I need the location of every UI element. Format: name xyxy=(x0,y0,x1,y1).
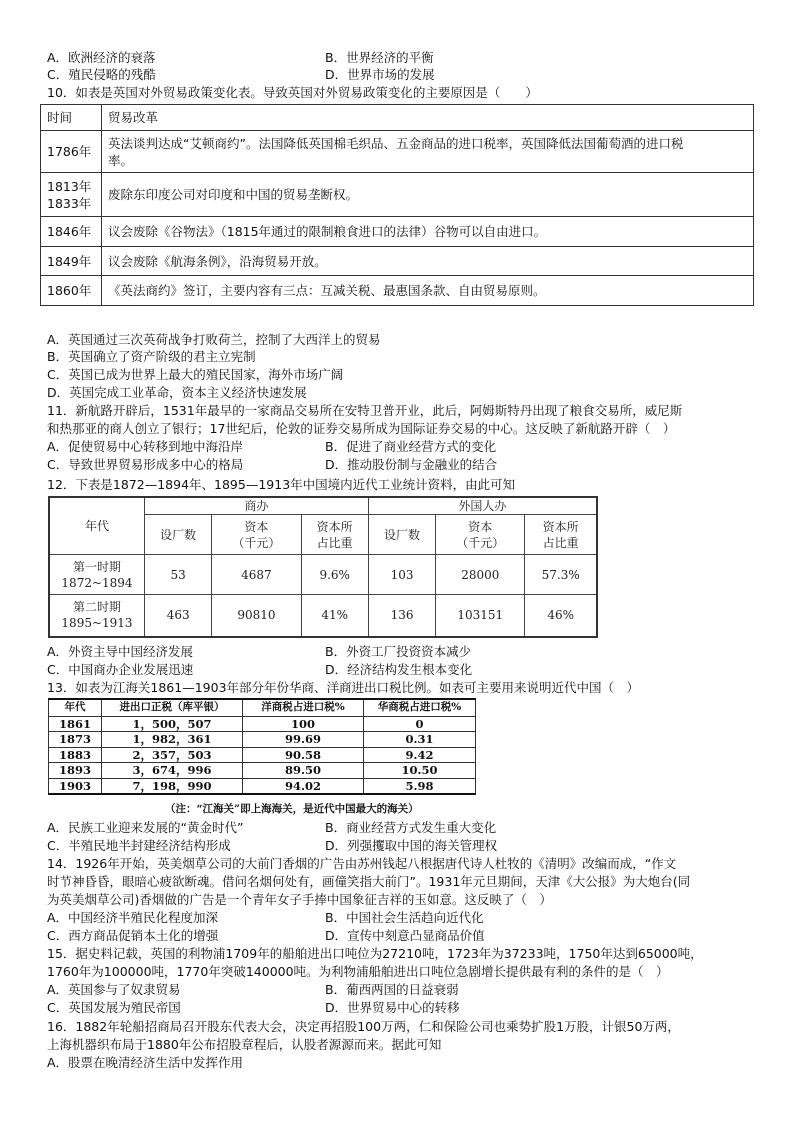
q10-option-c: C．英国已成为世界上最大的殖民国家，海外市场广阔 xyxy=(47,367,344,382)
q12-cell: 103151 xyxy=(436,595,525,637)
q10-table xyxy=(40,104,754,306)
q12-cell: 103 xyxy=(368,555,435,595)
q13-cell: 99.69 xyxy=(243,732,364,748)
q12-period: 第一时期 1872~1894 xyxy=(49,555,145,595)
q10-option-d: D．英国完成工业革命，资本主义经济快速发展 xyxy=(47,385,307,400)
q12-cell: 136 xyxy=(368,595,435,637)
q14-stem-line1: 14．1926年开始，英美烟草公司的大前门香烟的广告由苏州钱起八根据唐代诗人杜牧的《清明》改编而成，“作文 xyxy=(47,856,677,871)
q12-header-merchant: 商办 xyxy=(145,497,369,515)
q15-option-b: B．葡西两国的日益衰弱 xyxy=(325,982,459,997)
q12-header-era: 年代 xyxy=(49,497,145,555)
q11-option-c: C．导致世界贸易形成多中心的格局 xyxy=(47,457,244,472)
q15-stem-line2: 1760年为100000吨，1770年突破140000吨。为利物浦船舶进出口吨位急剧增长提供最有利的条件的是（ ） xyxy=(47,964,669,979)
q9-option-d: D．世界市场的发展 xyxy=(325,67,435,82)
q13-option-d: D．列强攫取中国的海关管理权 xyxy=(325,838,498,853)
q13-cell: 90.58 xyxy=(243,747,364,763)
q12-cell: 4687 xyxy=(212,555,301,595)
q12-cell: 9.6% xyxy=(301,555,368,595)
q12-cell: 53 xyxy=(145,555,212,595)
q11-stem-line2: 和热那亚的商人创立了银行；17世纪后，伦敦的证券交易所成为国际证券交易的中心。这反映了新航路开辟（ ） xyxy=(47,421,676,436)
q13-header: 进出口正税（库平银） xyxy=(102,699,243,716)
q16-stem-line1: 16．1882年轮船招商局召开股东代表大会，决定再招股100万两，仁和保险公司也乘势扩股1万股，计银50万两， xyxy=(47,1019,680,1034)
q15-option-c: C．英国发展为殖民帝国 xyxy=(47,1000,181,1015)
q10-option-a: A．英国通过三次英荷战争打败荷兰，控制了大西洋上的贸易 xyxy=(47,332,381,347)
q12-header-foreign: 外国人办 xyxy=(368,497,597,515)
q12-cell: 463 xyxy=(145,595,212,637)
q11-option-d: D．推动股份制与金融业的结合 xyxy=(325,457,498,472)
q13-header: 华商税占进口税% xyxy=(364,699,476,716)
q12-cell: 46% xyxy=(525,595,597,637)
q10-header-reform: 贸易改革 xyxy=(102,105,754,131)
q13-cell: 1903 xyxy=(49,778,102,794)
q12-option-c: C．中国商办企业发展迅速 xyxy=(47,662,194,677)
q11-option-b: B．促进了商业经营方式的变化 xyxy=(325,439,497,454)
q16-stem-line2: 上海机器织布局于1880年公布招股章程后，认股者源源而来。据此可知 xyxy=(47,1037,442,1052)
q10-reform-text: 议会废除《谷物法》（1815年通过的限制粮食进口的法律）谷物可以自由进口。 xyxy=(102,217,754,247)
q16-option-a: A．股票在晚清经济生活中发挥作用 xyxy=(47,1055,244,1070)
q15-option-a: A．英国参与了奴隶贸易 xyxy=(47,982,181,997)
q12-cell: 28000 xyxy=(436,555,525,595)
q13-cell: 7，198，990 xyxy=(102,778,243,794)
q13-cell: 94.02 xyxy=(243,778,364,794)
q10-year: 1786年 xyxy=(41,131,102,173)
q13-cell: 1，500，507 xyxy=(102,716,243,732)
q13-cell: 0.31 xyxy=(364,732,476,748)
q13-cell: 5.98 xyxy=(364,778,476,794)
q15-option-d: D．世界贸易中心的转移 xyxy=(325,1000,460,1015)
q13-option-a: A．民族工业迎来发展的“黄金时代” xyxy=(47,820,244,835)
q11-stem-line1: 11．新航路开辟后，1531年最早的一家商品交易所在安特卫普开业，此后，阿姆斯特丹出现了粮食交易所，威尼斯 xyxy=(47,403,683,418)
q13-table-note: （注：“江海关”即上海海关，是近代中国最大的海关） xyxy=(165,803,419,815)
q10-header-time: 时间 xyxy=(41,105,102,131)
q14-option-c: C．西方商品促销本土化的增强 xyxy=(47,928,219,943)
q13-cell: 1873 xyxy=(49,732,102,748)
q12-header-factories: 设厂数 xyxy=(145,515,212,555)
q13-cell: 9.42 xyxy=(364,747,476,763)
q13-cell: 2，357，503 xyxy=(102,747,243,763)
q13-cell: 100 xyxy=(243,716,364,732)
q13-header: 年代 xyxy=(49,699,102,716)
q12-cell: 90810 xyxy=(212,595,301,637)
q10-reform-text: 《英法商约》签订，主要内容有三点：互减关税、最惠国条款、自由贸易原则。 xyxy=(102,276,754,306)
q13-option-c: C．半殖民地半封建经济结构形成 xyxy=(47,838,231,853)
q9-option-b: B．世界经济的平衡 xyxy=(325,50,434,65)
q12-period: 第二时期 1895~1913 xyxy=(49,595,145,637)
q10-reform-text: 议会废除《航海条例》，沿海贸易开放。 xyxy=(102,247,754,276)
q13-cell: 0 xyxy=(364,716,476,732)
q14-option-d: D．宣传中刻意凸显商品价值 xyxy=(325,928,485,943)
q13-cell: 10.50 xyxy=(364,763,476,779)
q14-option-a: A．中国经济半殖民化程度加深 xyxy=(47,910,219,925)
q10-option-b: B．英国确立了资产阶级的君主立宪制 xyxy=(47,349,256,364)
q13-cell: 1861 xyxy=(49,716,102,732)
q12-header-share: 资本所 占比重 xyxy=(301,515,368,555)
q13-cell: 1，982，361 xyxy=(102,732,243,748)
q10-year: 1813年 1833年 xyxy=(41,173,102,217)
q12-cell: 41% xyxy=(301,595,368,637)
q14-stem-line2: 时节神昏昏，眼暗心疲欲断魂。借问名烟何处有，画僮笑指大前门”。1931年元旦期间，天津《大公报》为大炮台(同 xyxy=(47,874,691,889)
q13-table xyxy=(48,698,476,795)
q12-option-b: B．外资工厂投资资本减少 xyxy=(325,644,472,659)
q13-cell: 89.50 xyxy=(243,763,364,779)
q10-reform-text: 英法谈判达成“艾顿商约”。法国降低英国棉毛织品、五金商品的进口税率，英国降低法国葡萄酒的进口税 率。 xyxy=(102,131,754,173)
q15-stem-line1: 15．据史料记载，英国的利物浦1709年的船舶进出口吨位为27210吨，1723年为37233吨，1750年达到65000吨， xyxy=(47,946,703,961)
q14-option-b: B．中国社会生活趋向近代化 xyxy=(325,910,484,925)
q12-header-share: 资本所 占比重 xyxy=(525,515,597,555)
q11-option-a: A．促使贸易中心转移到地中海沿岸 xyxy=(47,439,244,454)
q10-year: 1860年 xyxy=(41,276,102,306)
q10-reform-text: 废除东印度公司对印度和中国的贸易垄断权。 xyxy=(102,173,754,217)
q10-year: 1849年 xyxy=(41,247,102,276)
q12-header-capital: 资本 （千元） xyxy=(436,515,525,555)
q12-header-factories: 设厂数 xyxy=(368,515,435,555)
q12-option-d: D．经济结构发生根本变化 xyxy=(325,662,473,677)
q13-header: 洋商税占进口税% xyxy=(243,699,364,716)
q14-stem-line3: 为英美烟草公司)香烟做的广告是一个青年女子手捧中国象征吉祥的玉如意。这反映了（ ） xyxy=(47,892,552,907)
q12-option-a: A．外资主导中国经济发展 xyxy=(47,644,194,659)
q12-stem: 12．下表是1872—1894年、1895—1913年中国境内近代工业统计资料，由此可知 xyxy=(47,477,516,492)
q13-cell: 1883 xyxy=(49,747,102,763)
q12-table xyxy=(48,496,598,638)
q12-header-capital: 资本 （千元） xyxy=(212,515,301,555)
q13-cell: 3，674，996 xyxy=(102,763,243,779)
q10-stem: 10．如表是英国对外贸易政策变化表。导致英国对外贸易政策变化的主要原因是（ ） xyxy=(47,85,538,100)
q9-option-a: A．欧洲经济的衰落 xyxy=(47,50,156,65)
q13-option-b: B．商业经营方式发生重大变化 xyxy=(325,820,497,835)
q13-stem: 13．如表为江海关1861—1903年部分年份华商、洋商进出口税比例。如表可主要用来说明近代中国（ ） xyxy=(47,680,640,695)
q13-cell: 1893 xyxy=(49,763,102,779)
q9-option-c: C．殖民侵略的残酷 xyxy=(47,67,156,82)
q10-year: 1846年 xyxy=(41,217,102,247)
q12-cell: 57.3% xyxy=(525,555,597,595)
